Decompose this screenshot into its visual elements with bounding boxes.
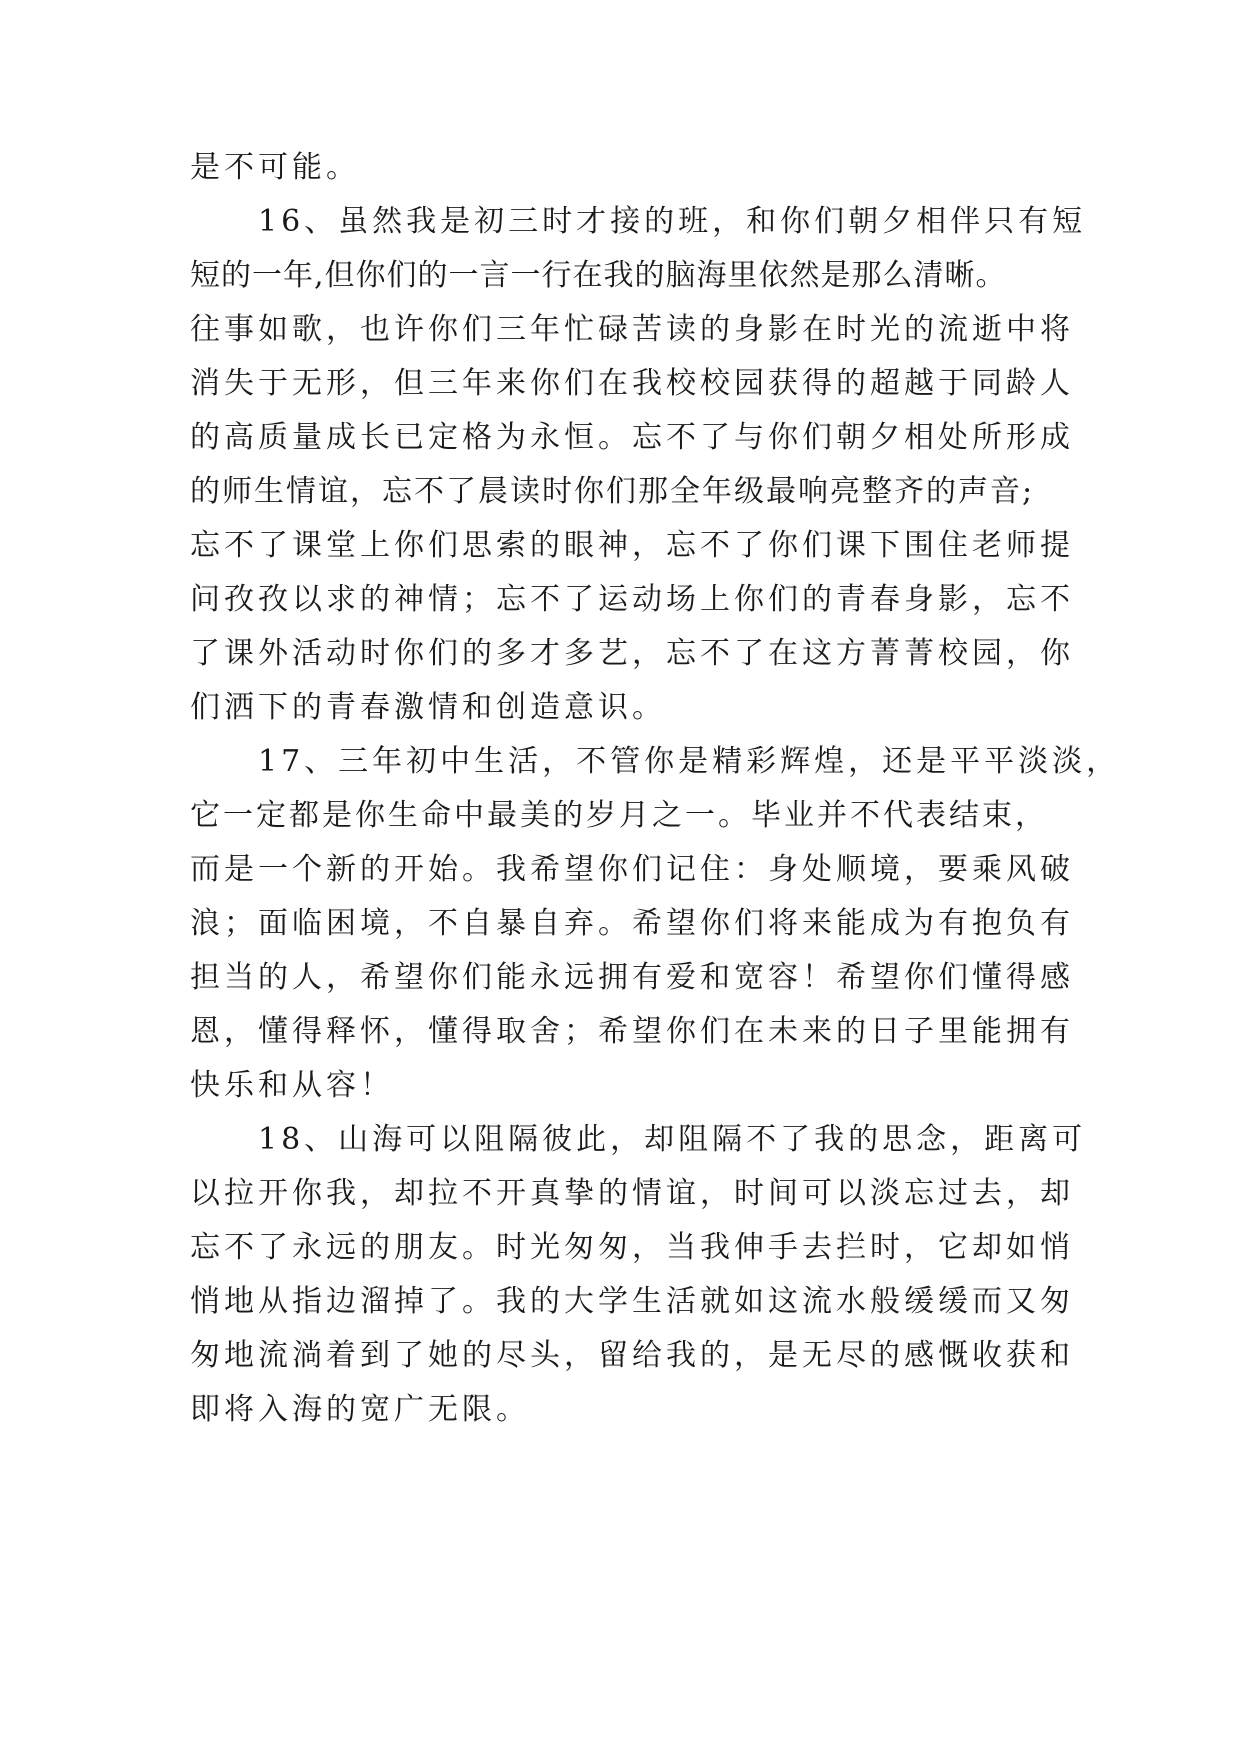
paragraph-16-start: 16、虽然我是初三时才接的班，和你们朝夕相伴只有短 (258, 204, 1087, 239)
text-line: 消失于无形，但三年来你们在我校校园获得的超越于同龄人 (190, 366, 1074, 401)
paragraph-17-start: 17、三年初中生活，不管你是精彩辉煌，还是平平淡淡， (258, 744, 1121, 779)
text-line: 的师生情谊，忘不了晨读时你们那全年级最响亮整齐的声音; (190, 474, 1035, 509)
text-line: 而是一个新的开始。我希望你们记住：身处顺境，要乘风破 (190, 852, 1074, 887)
text-line: 忘不了永远的朋友。时光匆匆，当我伸手去拦时，它却如悄 (190, 1230, 1074, 1265)
text-line: 是不可能。 (190, 150, 360, 185)
text-line: 们洒下的青春激情和创造意识。 (190, 690, 666, 725)
text-line: 往事如歌，也许你们三年忙碌苦读的身影在时光的流逝中将 (190, 312, 1074, 347)
text-line: 了课外活动时你们的多才多艺，忘不了在这方菁菁校园，你 (190, 636, 1074, 671)
text-line: 浪；面临困境，不自暴自弃。希望你们将来能成为有抱负有 (190, 906, 1074, 941)
text-line: 匆地流淌着到了她的尽头，留给我的，是无尽的感慨收获和 (190, 1338, 1074, 1373)
paragraph-18-start: 18、山海可以阻隔彼此，却阻隔不了我的思念，距离可 (258, 1122, 1087, 1157)
text-line: 悄地从指边溜掉了。我的大学生活就如这流水般缓缓而又匆 (190, 1284, 1074, 1319)
text-line: 的高质量成长已定格为永恒。忘不了与你们朝夕相处所形成 (190, 420, 1074, 455)
text-line: 担当的人，希望你们能永远拥有爱和宽容！希望你们懂得感 (190, 960, 1074, 995)
text-line: 即将入海的宽广无限。 (190, 1392, 530, 1427)
text-line: 它一定都是你生命中最美的岁月之一。毕业并不代表结束， (190, 798, 1048, 833)
text-line: 恩，懂得释怀，懂得取舍；希望你们在未来的日子里能拥有 (190, 1014, 1074, 1049)
text-line: 以拉开你我，却拉不开真挚的情谊，时间可以淡忘过去，却 (190, 1176, 1074, 1211)
text-line: 短的一年,但你们的一言一行在我的脑海里依然是那么清晰。 (190, 258, 1007, 293)
text-line: 问孜孜以求的神情；忘不了运动场上你们的青春身影，忘不 (190, 582, 1074, 617)
text-line: 忘不了课堂上你们思索的眼神，忘不了你们课下围住老师提 (190, 528, 1074, 563)
text-line: 快乐和从容！ (190, 1068, 394, 1103)
